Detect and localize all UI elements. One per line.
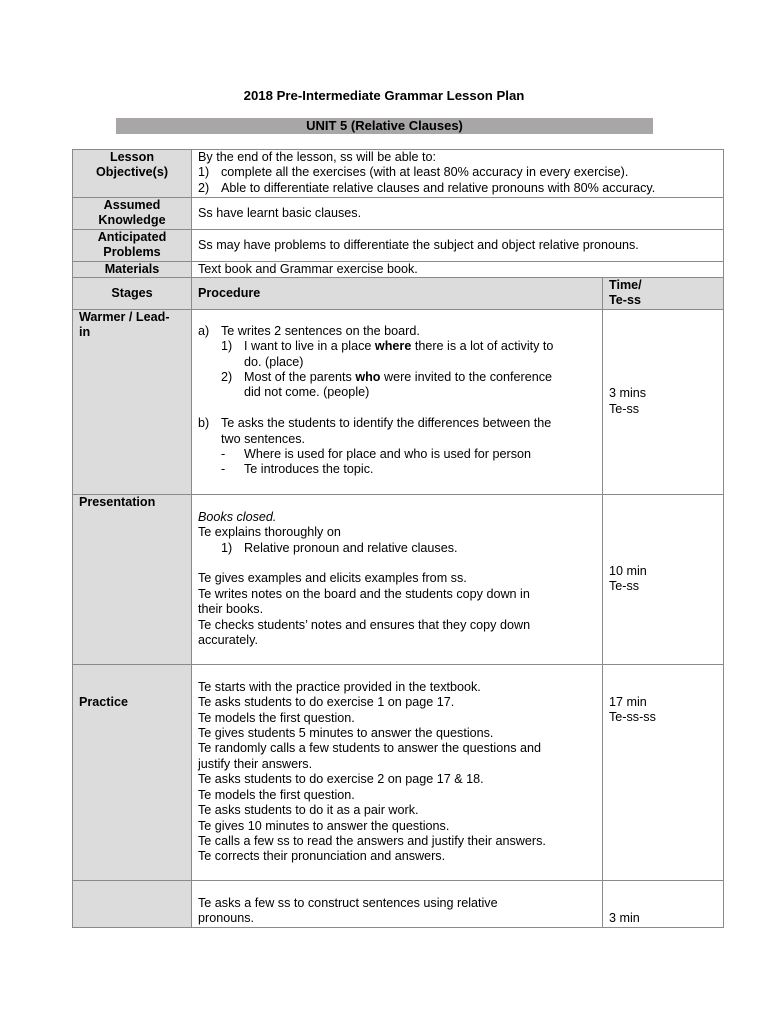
warmer-step-a-label: a) bbox=[198, 323, 210, 338]
warmer-sentence-1 bbox=[198, 339, 596, 354]
presentation-line: Te writes notes on the board and the students copy down in bbox=[198, 586, 530, 601]
warmer-sentence-2-post: were invited to the conference bbox=[384, 370, 553, 385]
presentation-row bbox=[73, 494, 724, 664]
practice-time-duration: 17 min bbox=[609, 694, 647, 709]
presentation-procedure bbox=[192, 494, 603, 664]
materials-row bbox=[73, 261, 724, 277]
objectives-label bbox=[73, 150, 192, 198]
practice-line: Te asks students to do exercise 1 on page 17. bbox=[198, 695, 455, 710]
warmer-sentence-2-pre: Most of the parents bbox=[244, 370, 352, 385]
practice-line: Te corrects their pronunciation and answers. bbox=[198, 849, 446, 864]
practice-row bbox=[73, 664, 724, 880]
knowledge-row bbox=[73, 198, 724, 230]
objectives-label-line1: Lesson bbox=[109, 150, 155, 164]
objective-text: Able to differentiate relative clauses and relative pronouns with 80% accuracy. bbox=[221, 180, 656, 195]
time-header-line1: Time/ bbox=[609, 278, 642, 293]
warmer-stage-line2: in bbox=[79, 325, 91, 340]
problems-text: Ss may have problems to differentiate the subject and object relative pronouns. bbox=[192, 229, 724, 261]
warmer-step-b bbox=[198, 416, 596, 431]
problems-label bbox=[73, 229, 192, 261]
presentation-books-closed: Books closed. bbox=[198, 509, 277, 524]
objective-text: complete all the exercises (with at least 80% accuracy in every exercise). bbox=[221, 165, 629, 180]
document-title: 2018 Pre-Intermediate Grammar Lesson Plan bbox=[243, 88, 525, 103]
stages-header-row bbox=[73, 278, 724, 310]
practice-line: Te gives students 5 minutes to answer the questions. bbox=[198, 726, 494, 741]
warmer-sentence-2 bbox=[198, 370, 596, 385]
warmer-sentence-1-num: 1) bbox=[221, 339, 233, 354]
problems-row bbox=[73, 229, 724, 261]
warmer-procedure bbox=[192, 309, 603, 494]
presentation-time-interaction: Te-ss bbox=[609, 579, 640, 594]
warmer-step-a bbox=[198, 324, 596, 339]
practice-stage-label: Practice bbox=[73, 664, 192, 880]
warmer-sentence-2-keyword: who bbox=[355, 370, 381, 385]
practice-line: Te models the first question. bbox=[198, 710, 355, 725]
objective-number: 1) bbox=[198, 165, 210, 180]
warmer-dash-item: - Te introduces the topic. bbox=[221, 462, 374, 477]
production-time: 3 min bbox=[603, 880, 724, 927]
knowledge-label bbox=[73, 198, 192, 230]
presentation-stage-label: Presentation bbox=[73, 494, 192, 664]
presentation-item-num: 1) bbox=[221, 540, 233, 555]
knowledge-label-line2: Knowledge bbox=[98, 213, 166, 228]
practice-line: Te asks students to do it as a pair work. bbox=[198, 803, 419, 818]
presentation-explains: Te explains thoroughly on bbox=[198, 525, 341, 540]
warmer-sentence-2-num: 2) bbox=[221, 370, 233, 385]
production-line: Te asks a few ss to construct sentences using relative bbox=[198, 895, 498, 910]
production-procedure bbox=[192, 880, 603, 927]
warmer-sentence-1-cont: do. (place) bbox=[244, 354, 304, 369]
practice-line: Te asks students to do exercise 2 on page 17 & 18. bbox=[198, 772, 484, 787]
practice-line: Te gives 10 minutes to answer the questions. bbox=[198, 818, 450, 833]
time-header-line2: Te-ss bbox=[609, 293, 641, 308]
presentation-line: accurately. bbox=[198, 633, 258, 648]
warmer-dash-item: - Where is used for place and who is used for person bbox=[221, 447, 532, 462]
warmer-step-b-label: b) bbox=[198, 416, 210, 431]
presentation-item-text: Relative pronoun and relative clauses. bbox=[244, 540, 458, 555]
practice-time-interaction: Te-ss-ss bbox=[609, 710, 656, 725]
warmer-step-a-text: Te writes 2 sentences on the board. bbox=[221, 323, 420, 338]
warmer-stage-line1: Warmer / Lead- bbox=[79, 309, 170, 324]
objectives-content bbox=[192, 150, 724, 198]
problems-label-line2: Problems bbox=[103, 245, 161, 260]
knowledge-label-line1: Assumed bbox=[103, 198, 161, 212]
objective-item bbox=[198, 165, 717, 180]
practice-line: Te randomly calls a few students to answer the questions and bbox=[198, 741, 542, 756]
presentation-time-duration: 10 min bbox=[609, 563, 647, 578]
presentation-time bbox=[603, 494, 724, 664]
stages-header: Stages bbox=[73, 278, 192, 310]
presentation-line: Te checks students’ notes and ensures that they copy down bbox=[198, 617, 531, 632]
objectives-intro: By the end of the lesson, ss will be able to: bbox=[198, 150, 437, 164]
materials-text: Text book and Grammar exercise book. bbox=[192, 261, 724, 277]
warmer-time bbox=[603, 309, 724, 494]
presentation-line: Te gives examples and elicits examples from ss. bbox=[198, 571, 467, 586]
objective-number: 2) bbox=[198, 180, 210, 195]
production-stage-label bbox=[73, 880, 192, 927]
procedure-header: Procedure bbox=[192, 278, 603, 310]
warmer-time-interaction: Te-ss bbox=[609, 401, 640, 416]
materials-label: Materials bbox=[73, 261, 192, 277]
practice-line: Te calls a few ss to read the answers and justify their answers. bbox=[198, 833, 546, 848]
warmer-row bbox=[73, 309, 724, 494]
practice-line: Te models the first question. bbox=[198, 787, 355, 802]
practice-line: Te starts with the practice provided in the textbook. bbox=[198, 679, 481, 694]
unit-banner: UNIT 5 (Relative Clauses) bbox=[116, 118, 653, 134]
objective-item bbox=[198, 181, 717, 196]
lesson-plan-table bbox=[72, 149, 724, 928]
warmer-step-b-text: Te asks the students to identify the differences between the bbox=[221, 416, 552, 431]
warmer-time-duration: 3 mins bbox=[609, 386, 647, 401]
warmer-step-b-cont: two sentences. bbox=[221, 431, 306, 446]
production-row bbox=[73, 880, 724, 927]
practice-line: justify their answers. bbox=[198, 756, 313, 771]
practice-time bbox=[603, 664, 724, 880]
practice-procedure bbox=[192, 664, 603, 880]
warmer-dash-item-text: Te introduces the topic. bbox=[244, 462, 374, 477]
knowledge-text: Ss have learnt basic clauses. bbox=[192, 198, 724, 230]
time-header bbox=[603, 278, 724, 310]
presentation-item bbox=[198, 541, 596, 556]
objectives-label-line2: Objective(s) bbox=[95, 165, 169, 180]
warmer-sentence-2-cont: did not come. (people) bbox=[244, 385, 370, 400]
objectives-row bbox=[73, 150, 724, 198]
warmer-dash-item-text: Where is used for place and who is used for person bbox=[244, 447, 532, 462]
warmer-sentence-1-keyword: where bbox=[374, 339, 412, 354]
warmer-sentence-1-pre: I want to live in a place bbox=[244, 339, 372, 354]
warmer-stage-label bbox=[73, 309, 192, 494]
problems-label-line1: Anticipated bbox=[97, 229, 167, 244]
presentation-line: their books. bbox=[198, 602, 264, 617]
warmer-sentence-1-post: there is a lot of activity to bbox=[414, 339, 554, 354]
production-line: pronouns. bbox=[198, 911, 255, 926]
